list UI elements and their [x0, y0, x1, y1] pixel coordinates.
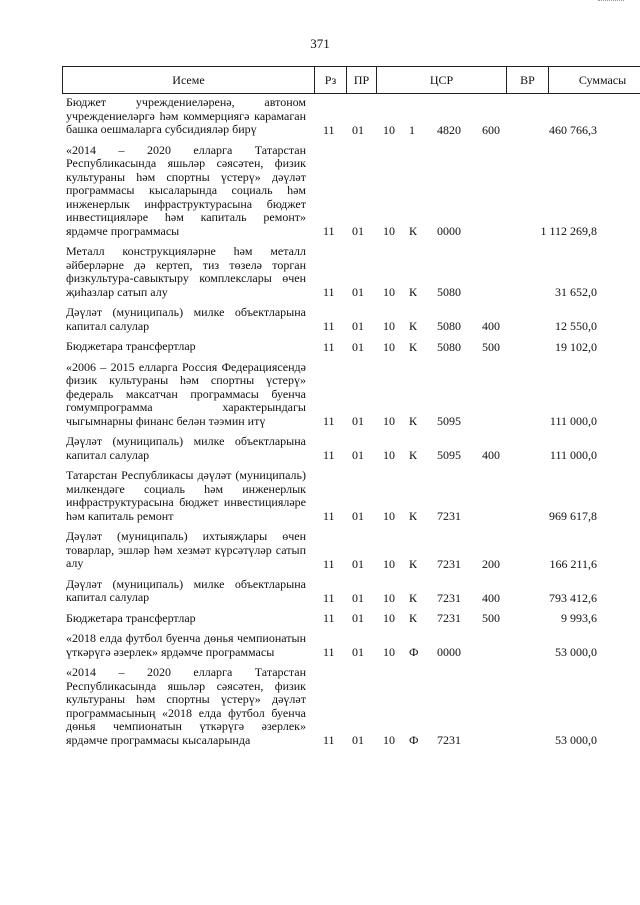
row-vr: 500 [482, 611, 500, 625]
row-pr: 01 [352, 414, 364, 428]
row-sum: 969 617,8 [549, 509, 597, 523]
table-row [0, 144, 640, 239]
header-name: Исеме [63, 67, 315, 93]
row-sum: 53 000,0 [555, 733, 597, 747]
row-vr: 400 [482, 448, 500, 462]
row-vr: 500 [482, 339, 500, 354]
row-csr-direction: 5080 [437, 319, 461, 333]
table-row [0, 340, 640, 354]
row-pr: 01 [352, 590, 364, 605]
row-name: Бюджетара трансфертлар [66, 339, 196, 353]
row-csr-subprogram: К [409, 509, 418, 523]
row-csr-direction: 0000 [437, 224, 461, 238]
row-pr: 01 [352, 611, 364, 625]
row-csr-program: 10 [383, 733, 395, 747]
row-name: Дәүләт (муниципаль) милке объектларына капитал салулар [66, 576, 306, 604]
row-rz: 11 [323, 448, 335, 462]
row-csr-subprogram: К [409, 590, 418, 605]
row-csr-subprogram: К [409, 448, 418, 462]
row-csr-program: 10 [383, 509, 395, 523]
row-name: Татарстан Республикасы дәүләт (муниципаль) милкендәге социаль һәм инженерлык инфраструктурасына бюджет инвестицияләре һәм капиталь ремонт [66, 468, 306, 523]
row-csr-subprogram: К [409, 339, 418, 354]
row-rz: 11 [323, 733, 335, 747]
row-rz: 11 [323, 339, 335, 354]
row-csr-subprogram: 1 [409, 122, 415, 137]
row-vr: 400 [482, 590, 500, 605]
row-codes [0, 224, 640, 238]
row-csr-program: 10 [383, 224, 395, 238]
row-csr-direction: 7231 [437, 509, 461, 523]
row-sum: 31 652,0 [555, 285, 597, 299]
table-row [0, 612, 640, 626]
row-csr-subprogram: К [409, 611, 418, 625]
row-pr: 01 [352, 509, 364, 523]
row-sum: 12 550,0 [555, 319, 597, 333]
row-name: Дәүләт (муниципаль) милке объектларына капитал салулар [66, 434, 306, 462]
row-rz: 11 [323, 224, 335, 238]
row-codes [0, 319, 640, 333]
row-name: Дәүләт (муниципаль) милке объектларына капитал салулар [66, 305, 306, 333]
row-vr: 400 [482, 319, 500, 333]
row-csr-direction: 0000 [437, 645, 461, 659]
row-sum: 166 211,6 [549, 556, 597, 571]
row-sum: 793 412,6 [549, 590, 597, 605]
row-csr-subprogram: Ф [409, 645, 419, 659]
row-pr: 01 [352, 339, 364, 354]
row-csr-subprogram: К [409, 414, 418, 428]
table-row [0, 632, 640, 659]
row-csr-program: 10 [383, 556, 395, 571]
row-name: Дәүләт (муниципаль) ихтыяҗлары өчен товарлар, эшләр һәм хезмәт күрсәтүләр сатып алу [66, 529, 306, 570]
row-sum: 111 000,0 [549, 448, 597, 462]
row-codes [0, 733, 640, 747]
row-pr: 01 [352, 556, 364, 571]
row-csr-program: 10 [383, 414, 395, 428]
row-name: Бюджетара трансфертлар [66, 610, 196, 625]
row-rz: 11 [323, 590, 335, 605]
row-name: «2014 – 2020 елларга Татарстан Республикасында яшьләр сәясәтен, физик культураны һәм спортны үстерү» дәүләт программасының «2018 елда футбол буенча дөнья чемпионатын үткәрүгә әзерлек» ярдәмче программасы кысаларында [66, 665, 306, 747]
row-csr-direction: 7231 [437, 590, 461, 605]
row-csr-direction: 7231 [437, 733, 461, 747]
row-pr: 01 [352, 319, 364, 333]
row-csr-direction: 5080 [437, 339, 461, 354]
row-codes [0, 285, 640, 299]
row-vr: 200 [482, 556, 500, 571]
row-codes [0, 611, 640, 625]
table-row [0, 96, 640, 137]
row-csr-direction: 5080 [437, 285, 461, 299]
row-csr-subprogram: Ф [409, 733, 419, 747]
table-body [0, 96, 640, 754]
header-csr: ЦСР [377, 67, 507, 93]
row-pr: 01 [352, 122, 364, 137]
row-csr-program: 10 [383, 339, 395, 354]
table-header [62, 66, 640, 94]
row-rz: 11 [323, 509, 335, 523]
row-rz: 11 [323, 122, 335, 137]
page-number: 371 [310, 36, 330, 51]
row-rz: 11 [323, 285, 335, 299]
row-name: «2018 елда футбол буенча дөнья чемпионатын үткәрүгә әзерлек» ярдәмче программасы [66, 631, 306, 659]
row-pr: 01 [352, 224, 364, 238]
row-vr: 600 [482, 122, 500, 137]
header-pr: ПР [347, 67, 377, 93]
row-name: Металл конструкцияләрне һәм металл әйберләрне дә кертеп, тиз төзелә торган физкультура-савыктыру комплекслары өчен җиһазлар сатып алу [66, 244, 306, 299]
row-name: «2014 – 2020 елларга Татарстан Республикасында яшьләр сәясәтен, физик культураны һәм спортны үстерү» дәүләт программасы кысаларында социаль һәм инженерлык инфраструктурасына бюджет инвестицияләре һәм капиталь ремонт» ярдәмче программасы [66, 142, 306, 238]
row-rz: 11 [323, 556, 335, 571]
row-sum: 9 993,6 [561, 611, 597, 625]
row-codes [0, 591, 640, 605]
row-csr-program: 10 [383, 122, 395, 137]
row-codes [0, 509, 640, 523]
row-csr-direction: 5095 [437, 414, 461, 428]
row-codes [0, 645, 640, 659]
table-row [0, 469, 640, 523]
row-pr: 01 [352, 448, 364, 462]
row-sum: 53 000,0 [555, 645, 597, 659]
header-sum: Суммасы [578, 72, 627, 87]
row-rz: 11 [323, 414, 335, 428]
row-csr-program: 10 [383, 448, 395, 462]
table-row [0, 530, 640, 571]
row-csr-subprogram: К [409, 556, 418, 571]
row-csr-direction: 4820 [437, 122, 461, 137]
row-csr-program: 10 [383, 319, 395, 333]
row-csr-program: 10 [383, 611, 395, 625]
row-pr: 01 [352, 733, 364, 747]
row-sum: 19 102,0 [555, 339, 597, 354]
row-csr-direction: 5095 [437, 448, 461, 462]
row-codes [0, 448, 640, 462]
table-row [0, 361, 640, 429]
row-codes [0, 123, 640, 137]
row-rz: 11 [323, 645, 335, 659]
row-name: Бюджет учреждениеләренә, автоном учреждениеләргә һәм коммерциягә карамаган башка оешмаларга субсидияләр бирү [66, 95, 306, 136]
row-csr-program: 10 [383, 645, 395, 659]
row-csr-subprogram: К [409, 224, 418, 238]
row-name: «2006 – 2015 елларга Россия Федерациясендә физик культураны һәм спортны үстерү» федераль максатчан программасы буенча гомумпрограмма характерындагы чыгымнарны финанс белән тәэмин итү [66, 359, 306, 428]
row-csr-program: 10 [383, 590, 395, 605]
table-row [0, 578, 640, 605]
row-sum: 111 000,0 [549, 414, 597, 428]
row-rz: 11 [323, 611, 335, 625]
header-vr: ВР [507, 67, 549, 93]
row-csr-direction: 7231 [437, 556, 461, 571]
table-row [0, 245, 640, 299]
row-pr: 01 [352, 645, 364, 659]
row-rz: 11 [323, 319, 335, 333]
corner-mark [598, 0, 624, 3]
row-pr: 01 [352, 285, 364, 299]
table-row [0, 306, 640, 333]
table-row [0, 666, 640, 747]
row-csr-subprogram: К [409, 285, 418, 299]
row-codes [0, 414, 640, 428]
row-codes [0, 557, 640, 571]
row-csr-subprogram: К [409, 319, 418, 333]
row-codes [0, 340, 640, 354]
row-csr-direction: 7231 [437, 611, 461, 625]
row-sum: 460 766,3 [549, 122, 597, 137]
row-sum: 1 112 269,8 [540, 224, 597, 238]
row-csr-program: 10 [383, 285, 395, 299]
table-row [0, 435, 640, 462]
header-rz: Рз [315, 67, 347, 93]
